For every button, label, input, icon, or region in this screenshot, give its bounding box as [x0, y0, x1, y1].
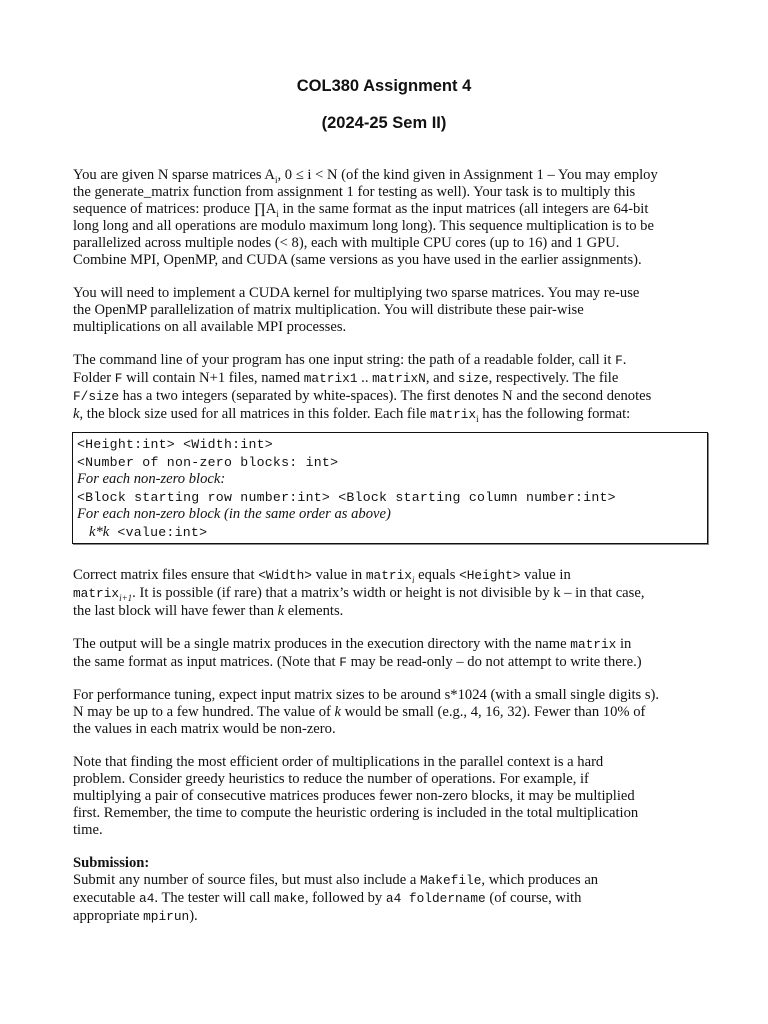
text-line: multiplications on all available MPI processes. [73, 318, 347, 335]
text: The output will be a single matrix produces in the execution directory with the name [73, 636, 571, 652]
text: may be read-only – do not attempt to write there.) [346, 653, 642, 670]
text: , respectively. The file [488, 369, 619, 386]
code-f-size: F/size [73, 388, 120, 404]
text: has a two integers (separated by white-spaces). The first denotes N and the second denotes [119, 387, 652, 404]
code-folder-f: F [114, 370, 123, 386]
text: . It is possible (if rare) that a matrix’s width or height is not divisible by k – in that case, [132, 584, 645, 601]
correctness-paragraph [73, 567, 705, 620]
text-line: multiplying a pair of consecutive matrices produces fewer non-zero blocks, it may be multiplied [73, 787, 635, 804]
text-line: the values in each matrix would be non-zero. [73, 720, 336, 737]
text-line: Note that finding the most efficient order of multiplications in the parallel context is a hard [73, 754, 604, 770]
code-folder-f: F [615, 353, 623, 368]
text: (of course, with [485, 889, 582, 906]
text-line: problem. Consider greedy heuristics to reduce the number of operations. For example, if [73, 770, 589, 787]
text: equals [414, 567, 460, 583]
cuda-paragraph [73, 285, 705, 336]
output-paragraph [73, 636, 705, 672]
code-height: <Height> [459, 568, 521, 583]
format-line-comment: For each non-zero block: [77, 471, 226, 488]
command-line-paragraph [73, 352, 705, 424]
text-line: the generate_matrix function from assignment 1 for testing as well). Your task is to multiply this [73, 183, 636, 200]
intro-paragraph [73, 167, 705, 268]
text-line: the OpenMP parallelization of matrix multiplication. You will distribute these pair-wise [73, 301, 584, 318]
text-line: Combine MPI, OpenMP, and CUDA (same versions as you have used in the earlier assignments). [73, 251, 642, 268]
text-line: first. Remember, the time to compute the heuristic ordering is included in the total multiplication [73, 804, 639, 821]
text: .. [357, 369, 373, 386]
text: The command line of your program has one input string: the path of a readable folder, call it [73, 352, 616, 368]
code-folder-f: F [339, 654, 347, 670]
subscript: i [411, 574, 415, 585]
code-matrix: matrix [430, 406, 477, 422]
subscript: i [476, 413, 479, 424]
code-width: <Width> [258, 568, 312, 583]
code-matrix: matrix [570, 637, 617, 652]
text: in [616, 636, 632, 652]
italic-kk: k*k [89, 523, 110, 540]
text: . [622, 352, 627, 368]
text-line: You will need to implement a CUDA kernel for multiplying two sparse matrices. You may re-use [73, 285, 640, 301]
text-line: time. [73, 821, 103, 838]
italic-k: k [277, 602, 285, 619]
format-line-block-position: <Block starting row number:int> <Block starting column number:int> [77, 489, 616, 505]
ordering-paragraph [73, 754, 705, 839]
document-subtitle: (2024-25 Sem II) [321, 114, 447, 132]
code-mpirun: mpirun [143, 908, 190, 924]
code-make: make [274, 890, 305, 906]
text: , the block size used for all matrices in this folder. Each file [79, 405, 431, 422]
code-makefile: Makefile [419, 872, 482, 888]
text: , followed by [304, 889, 386, 906]
code-a4: a4 [139, 890, 155, 906]
code-matrix: matrix [365, 568, 412, 583]
submission-heading: Submission: [73, 855, 150, 871]
text: has the following format: [478, 405, 631, 422]
subscript: i+1 [119, 592, 133, 603]
code-matrix1: matrix1 [303, 370, 358, 386]
matrix-format-box [72, 432, 708, 544]
text: You are given N sparse matrices A [73, 167, 275, 183]
text: elements. [284, 602, 344, 619]
text: N may be up to a few hundred. The value of [73, 703, 335, 720]
text: value in [520, 567, 571, 583]
text: executable [73, 889, 140, 906]
text: ). [189, 907, 198, 924]
text: , and [425, 369, 458, 386]
text: . The tester will call [154, 889, 275, 906]
text-line: parallelized across multiple nodes (< 8), each with multiple CPU cores (up to 16) and 1 GPU. [73, 234, 620, 251]
text: Correct matrix files ensure that [73, 567, 259, 583]
submission-section [73, 855, 705, 926]
text: , which produces an [481, 871, 599, 888]
subscript: i [274, 174, 278, 185]
text: the last block will have fewer than [73, 602, 278, 619]
code-size: size [457, 370, 489, 386]
format-line-block-count: <Number of non-zero blocks: int> [77, 454, 339, 470]
text-line: For performance tuning, expect input matrix sizes to be around s*1024 (with a small single digits s). [73, 687, 660, 703]
text: appropriate [73, 907, 144, 924]
performance-paragraph [73, 687, 705, 738]
format-line-comment: For each non-zero block (in the same order as above) [77, 506, 391, 523]
code-matrix: matrix [73, 585, 120, 601]
document-title: COL380 Assignment 4 [296, 77, 472, 95]
text: Folder [73, 369, 115, 386]
text: in the same format as the input matrices (all integers are 64-bit [278, 200, 649, 217]
text: the same format as input matrices. (Note that [73, 653, 340, 670]
code-a4-foldername: a4 foldername [385, 890, 486, 906]
text: value in [311, 567, 366, 583]
text-line: long long and all operations are modulo maximum long long). This sequence multiplication is to be [73, 217, 654, 234]
text: sequence of matrices: produce ∏A [73, 200, 277, 217]
italic-k: k [334, 703, 342, 720]
format-line-dimensions: <Height:int> <Width:int> [77, 437, 273, 452]
subscript: i [276, 208, 279, 219]
format-line-values: <value:int> [109, 524, 208, 540]
code-matrixn: matrixN [372, 370, 426, 386]
text: will contain N+1 files, named [122, 369, 304, 386]
text: Submit any number of source files, but must also include a [73, 871, 420, 888]
text: would be small (e.g., 4, 16, 32). Fewer than 10% of [341, 703, 646, 720]
text: , 0 ≤ i < N (of the kind given in Assignment 1 – You may employ [277, 167, 658, 183]
italic-k: k [73, 405, 80, 422]
